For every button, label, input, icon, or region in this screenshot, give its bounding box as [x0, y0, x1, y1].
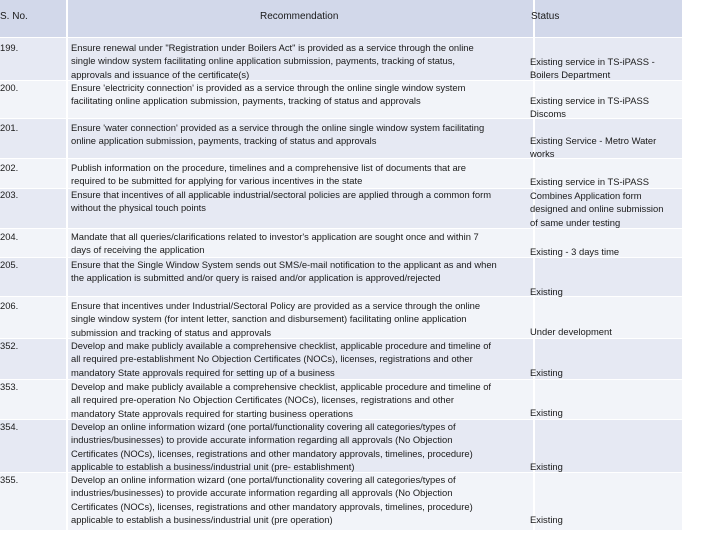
recommendation-text: Develop an online information wizard (one portal/functionality covering all categories/types of industries/businesses) to provide accurate information regarding all approvals (No Objection Certificates (NOCs), licenses, registrations and other mandatory approvals, timelines, procedure) applicable to establish a business/industrial unit (pre- establishment): [71, 421, 473, 473]
row-number: 353.: [0, 381, 19, 392]
status-text: Combines Application form designed and online submission of same under testing: [530, 190, 664, 228]
row-number: 352.: [0, 340, 19, 351]
recommendation-text: Develop and make publicly available a comprehensive checklist, applicable procedure and timeline of all required pre-establishment No Objection Certificates (NOCs), licenses, registrations and other mandatory State approvals required for setting up of a business: [71, 340, 492, 378]
recommendation-text: Develop an online information wizard (one portal/functionality covering all categories/types of industries/businesses) to provide accurate information regarding all approvals (No Objection Certificates (NOCs), licenses, registrations and other mandatory approvals, timelines, procedure) applicable to establish a business/industrial unit (pre operation): [71, 474, 473, 526]
row-number: 204.: [0, 231, 19, 242]
status-text: Existing: [530, 286, 563, 297]
recommendation-text: Mandate that all queries/clarifications related to investor's application are sought once and within 7 days of receiving the application: [71, 231, 479, 256]
recommendation-text: Ensure 'water connection' provided as a service through the online single window system facilitating online application submission, payments, tracking of status and approvals: [71, 122, 485, 147]
recommendation-text: Ensure that incentives under Industrial/Sectoral Policy are provided as a service through the online single window system (for intent letter, sanction and disbursement) facilitating online application submission and tracking of status and approvals: [71, 300, 481, 338]
row-number: 206.: [0, 300, 19, 311]
recommendation-text: Ensure that the Single Window System sends out SMS/e-mail notification to the applicant as and when the application is submitted and/or query is raised and/or application is approved/rejected: [71, 259, 497, 284]
status-text: Existing Service - Metro Water works: [530, 135, 657, 160]
row-number: 202.: [0, 162, 19, 173]
row-number: 355.: [0, 474, 19, 485]
status-text: Existing: [530, 407, 563, 418]
row-number: 199.: [0, 42, 19, 53]
header-recommendation: Recommendation: [260, 11, 339, 22]
header-status: Status: [531, 11, 560, 22]
status-text: Existing - 3 days time: [530, 246, 620, 257]
status-text: Existing: [530, 514, 563, 525]
recommendation-text: Publish information on the procedure, timelines and a comprehensive list of documents that are required to be submitted for applying for various incentives in the state: [71, 162, 467, 187]
status-text: Existing service in TS-iPASS - Boilers Department: [530, 56, 655, 81]
recommendation-text: Ensure 'electricity connection' is provided as a service through the online single window system facilitating online application submission, payments, tracking of status and approvals: [71, 82, 466, 107]
row-number: 203.: [0, 189, 19, 200]
status-text: Existing service in TS-iPASS Discoms: [530, 95, 649, 120]
status-text: Under development: [530, 326, 612, 337]
status-text: Existing: [530, 461, 563, 472]
row-number: 354.: [0, 421, 19, 432]
row-number: 200.: [0, 82, 19, 93]
recommendation-text: Develop and make publicly available a comprehensive checklist, applicable procedure and timeline of all required pre-operation No Objection Certificates (NOCs), licenses, registrations and other mandatory State approvals required for starting business operations: [71, 381, 492, 419]
row-number: 201.: [0, 122, 19, 133]
status-text: Existing service in TS-iPASS: [530, 176, 649, 187]
recommendation-text: Ensure that incentives of all applicable industrial/sectoral policies are applied through a common form without the physical touch points: [71, 189, 492, 214]
row-number: 205.: [0, 259, 19, 270]
status-text: Existing: [530, 367, 563, 378]
header-sno: S. No.: [0, 11, 28, 22]
recommendation-text: Ensure renewal under "Registration under Boilers Act" is provided as a service through the online single window system facilitating online application submission, payments, tracking of status, approvals and issuance of the certificate(s): [71, 42, 474, 80]
